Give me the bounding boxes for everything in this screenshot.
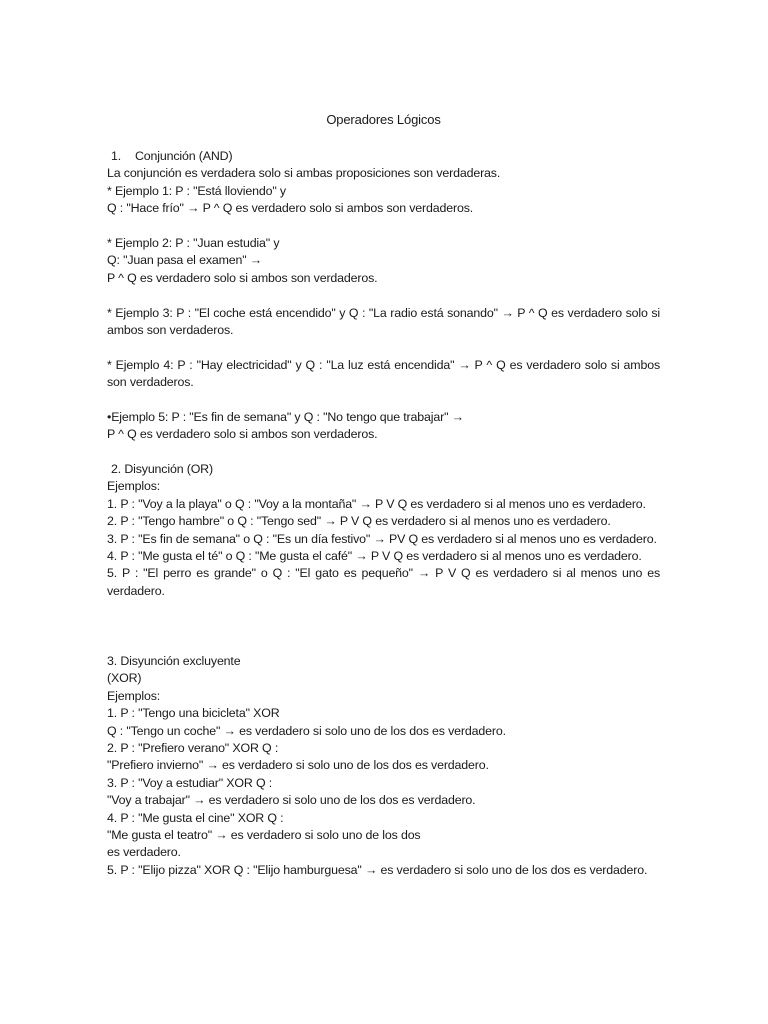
section-exclusive-disjunction bbox=[107, 653, 660, 879]
example-line: Q: "Juan pasa el examen" → bbox=[107, 253, 263, 268]
example-line: * Ejemplo 1: P : "Está lloviendo" y bbox=[107, 183, 286, 198]
list-item: 1. P : "Voy a la playa" o Q : "Voy a la montaña" → P V Q es verdadero si al menos uno es verdadero. bbox=[107, 496, 646, 511]
list-line: 1. P : "Tengo una bicicleta" XOR bbox=[107, 706, 280, 721]
list-line: "Me gusta el teatro" → es verdadero si solo uno de los dos bbox=[107, 828, 421, 843]
example-line: P ^ Q es verdadero solo si ambos son verdaderos. bbox=[107, 427, 378, 442]
list-number: 1. bbox=[111, 149, 122, 163]
list-line: 4. P : "Me gusta el cine" XOR Q : bbox=[107, 810, 284, 825]
list-line: "Voy a trabajar" → es verdadero si solo uno de los dos es verdadero. bbox=[107, 793, 476, 808]
list-line: "Prefiero invierno" → es verdadero si solo uno de los dos es verdadero. bbox=[107, 758, 489, 773]
section-heading bbox=[107, 148, 660, 165]
list-item: 4. P : "Me gusta el té" o Q : "Me gusta el café" → P V Q es verdadero si al menos uno es verdadero. bbox=[107, 549, 642, 564]
list-item: 2. P : "Tengo hambre" o Q : "Tengo sed" → P V Q es verdadero si al menos uno es verdadero. bbox=[107, 514, 611, 529]
example-line: •Ejemplo 5: P : "Es fin de semana" y Q : "No tengo que trabajar" → bbox=[107, 410, 464, 424]
example-line: P ^ Q es verdadero solo si ambos son verdaderos. bbox=[107, 270, 378, 285]
list-item: 3. P : "Es fin de semana" o Q : "Es un día festivo" → PV Q es verdadero si al menos uno es verdadero. bbox=[107, 531, 657, 546]
section-conjunction bbox=[107, 148, 660, 218]
section-disjunction bbox=[107, 461, 660, 600]
list-line: 2. P : "Prefiero verano" XOR Q : bbox=[107, 741, 279, 756]
example-paragraph: * Ejemplo 4: P : "Hay electricidad" y Q : "La luz está encendida" → P ^ Q es verdadero solo si ambos son verdaderos. bbox=[107, 358, 660, 390]
list-line: Q : "Tengo un coche" → es verdadero si solo uno de los dos es verdadero. bbox=[107, 723, 506, 738]
section-heading-sub: (XOR) bbox=[107, 671, 142, 686]
heading-text: Conjunción (AND) bbox=[135, 149, 233, 163]
list-item: 5. P : "El perro es grande" o Q : "El gato es pequeño" → P V Q es verdadero si al menos uno es verdadero. bbox=[107, 566, 660, 598]
example-3 bbox=[107, 305, 660, 340]
examples-label: Ejemplos: bbox=[107, 688, 161, 703]
example-paragraph: * Ejemplo 3: P : "El coche está encendido" y Q : "La radio está sonando" → P ^ Q es verdadero solo si ambos son verdaderos. bbox=[107, 306, 660, 338]
paragraph: La conjunción es verdadera solo si ambas proposiciones son verdaderas. bbox=[107, 166, 501, 181]
example-line: * Ejemplo 2: P : "Juan estudia" y bbox=[107, 236, 280, 250]
list-line: 3. P : "Voy a estudiar" XOR Q : bbox=[107, 775, 273, 790]
section-heading: 3. Disyunción excluyente bbox=[107, 654, 241, 668]
example-5 bbox=[107, 409, 660, 444]
example-line: Q : "Hace frío" → P ^ Q es verdadero solo si ambos son verdaderos. bbox=[107, 201, 474, 216]
section-heading: 2. Disyunción (OR) bbox=[111, 462, 213, 476]
example-2 bbox=[107, 235, 660, 287]
list-line: es verdadero. bbox=[107, 845, 181, 860]
example-4 bbox=[107, 357, 660, 392]
examples-label: Ejemplos: bbox=[107, 479, 161, 494]
list-line: 5. P : "Elijo pizza" XOR Q : "Elijo hamburguesa" → es verdadero si solo uno de los dos es verdadero. bbox=[107, 862, 648, 877]
document-title: Operadores Lógicos bbox=[326, 112, 441, 127]
